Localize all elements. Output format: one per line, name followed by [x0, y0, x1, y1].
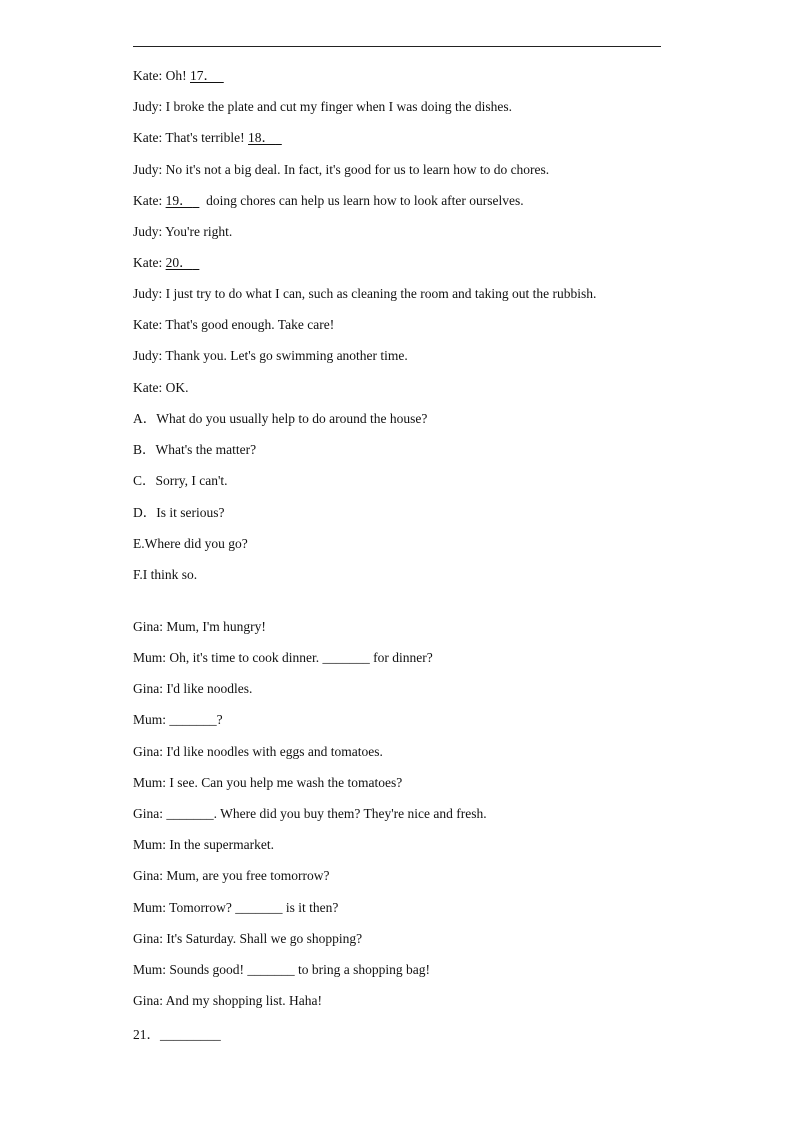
line-text: That's good enough. Take care! — [162, 317, 335, 332]
speaker: Judy: — [133, 286, 163, 301]
speaker: Judy: — [133, 348, 163, 363]
dialogue1-line — [133, 99, 512, 115]
option-a: A．What do you usually help to do around the house? — [133, 411, 428, 426]
speaker: Kate: — [133, 68, 163, 83]
dialogue2-line: Gina: Mum, are you free tomorrow? — [133, 868, 330, 883]
line-text: No it's not a big deal. In fact, it's good for us to learn how to do chores. — [162, 162, 550, 177]
dialogue2-line: Gina: It's Saturday. Shall we go shopping? — [133, 931, 363, 946]
speaker: Judy: — [133, 224, 163, 239]
line-text: Oh! — [162, 68, 190, 83]
answer-line-21[interactable]: 21．_________ — [133, 1027, 221, 1042]
line-text: I just try to do what I can, such as cleaning the room and taking out the rubbish. — [162, 286, 597, 301]
speaker: Kate: — [133, 255, 163, 270]
option-c: C．Sorry, I can't. — [133, 473, 228, 488]
dialogue1-line — [133, 193, 524, 209]
dialogue2-line: Gina: I'd like noodles with eggs and tomatoes. — [133, 744, 383, 759]
dialogue1-line — [133, 348, 408, 364]
dialogue2-line: Mum: Sounds good! _______ to bring a shopping bag! — [133, 962, 430, 977]
dialogue2-line: Mum: _______? — [133, 712, 223, 727]
speaker: Judy: — [133, 99, 163, 114]
line-text: You're right. — [162, 224, 233, 239]
line-text: doing chores can help us learn how to look after ourselves. — [199, 193, 524, 208]
dialogue1-line — [133, 317, 334, 333]
option-d: D．Is it serious? — [133, 505, 225, 520]
dialogue2-line: Mum: In the supermarket. — [133, 837, 274, 852]
line-text: Thank you. Let's go swimming another time. — [162, 348, 408, 363]
top-rule — [133, 46, 661, 47]
speaker: Kate: — [133, 317, 163, 332]
speaker: Kate: — [133, 130, 163, 145]
dialogue2-line: Mum: Tomorrow? _______ is it then? — [133, 900, 339, 915]
dialogue2-line: Gina: Mum, I'm hungry! — [133, 619, 266, 634]
dialogue2-line: Mum: I see. Can you help me wash the tomatoes? — [133, 775, 403, 790]
blank-17[interactable]: 17． — [190, 68, 217, 83]
dialogue1-line — [133, 68, 224, 84]
speaker: Kate: — [133, 193, 163, 208]
speaker: Judy: — [133, 162, 163, 177]
dialogue2-line: Gina: _______. Where did you buy them? They're nice and fresh. — [133, 806, 487, 821]
blank-20[interactable]: 20． — [165, 255, 193, 270]
blank-18[interactable]: 18． — [248, 130, 276, 145]
dialogue1-line — [133, 162, 549, 178]
dialogue1-line — [133, 286, 596, 302]
dialogue2-line: Mum: Oh, it's time to cook dinner. _______ for dinner? — [133, 650, 433, 665]
option-e: E.Where did you go? — [133, 536, 248, 551]
dialogue1-line — [133, 255, 199, 271]
line-text: I broke the plate and cut my finger when I was doing the dishes. — [162, 99, 513, 114]
dialogue1-line — [133, 224, 232, 240]
option-b: B．What's the matter? — [133, 442, 257, 457]
dialogue1-line — [133, 380, 189, 396]
dialogue2-line: Gina: And my shopping list. Haha! — [133, 993, 322, 1008]
option-f: F.I think so. — [133, 567, 198, 582]
speaker: Kate: — [133, 380, 163, 395]
blank-19[interactable]: 19． — [165, 193, 193, 208]
line-text: OK. — [162, 380, 189, 395]
line-text: That's terrible! — [162, 130, 249, 145]
dialogue1-line — [133, 130, 282, 146]
dialogue2-line: Gina: I'd like noodles. — [133, 681, 253, 696]
